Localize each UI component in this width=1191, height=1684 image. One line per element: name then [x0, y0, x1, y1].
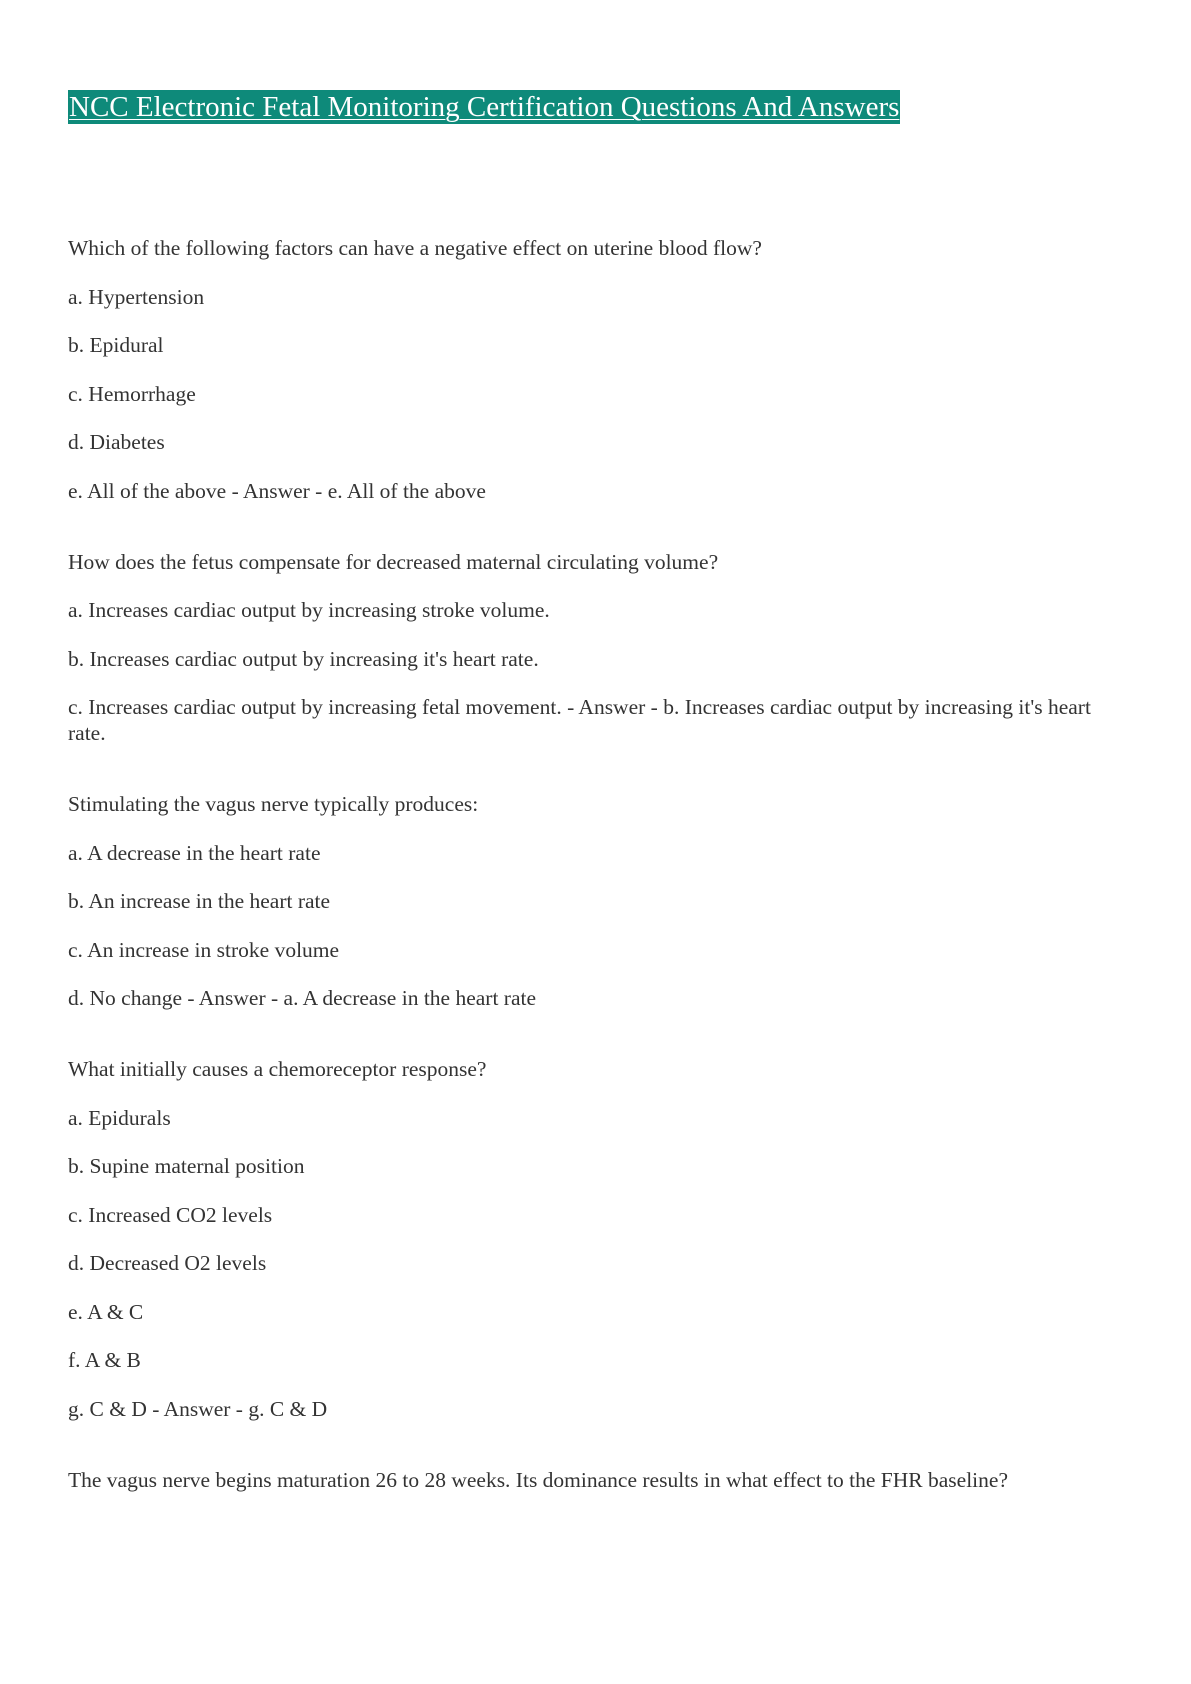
answer-option: b. Increases cardiac output by increasing it's heart rate. [68, 646, 539, 671]
answer-option: c. An increase in stroke volume [68, 937, 340, 962]
answer-option: d. Decreased O2 levels [68, 1251, 267, 1275]
title-container [68, 90, 900, 124]
answer-option: b. An increase in the heart rate [68, 889, 331, 913]
answer-option: b. Supine maternal position [68, 1154, 305, 1178]
question-text: How does the fetus compensate for decreased maternal circulating volume? [68, 549, 719, 574]
answer-option: f. A & B [68, 1348, 141, 1372]
question-block [68, 791, 1128, 1011]
answer-option: c. Increased CO2 levels [68, 1202, 273, 1227]
answer-option: c. Hemorrhage [68, 381, 196, 406]
question-list [68, 235, 1128, 1493]
document-title: NCC Electronic Fetal Monitoring Certification Questions And Answers [69, 91, 900, 123]
question-block [68, 1467, 1128, 1493]
answer-option: a. A decrease in the heart rate [68, 840, 321, 865]
answer-option: d. Diabetes [68, 430, 165, 454]
question-text: Which of the following factors can have a negative effect on uterine blood flow? [68, 236, 762, 260]
question-text: Stimulating the vagus nerve typically produces: [68, 792, 479, 816]
answer-option: e. A & C [68, 1299, 144, 1324]
answer-option: d. No change - Answer - a. A decrease in the heart rate [68, 986, 537, 1010]
answer-option: g. C & D - Answer - g. C & D [68, 1396, 328, 1421]
question-text: What initially causes a chemoreceptor response? [68, 1057, 487, 1081]
answer-option: a. Hypertension [68, 284, 205, 309]
answer-option: e. All of the above - Answer - e. All of the above [68, 478, 486, 503]
answer-option: a. Epidurals [68, 1105, 171, 1130]
question-block [68, 1056, 1128, 1422]
question-text: The vagus nerve begins maturation 26 to 28 weeks. Its dominance results in what effect to the FHR baseline? [68, 1467, 1008, 1492]
question-block [68, 549, 1128, 747]
answer-option: b. Epidural [68, 333, 164, 357]
answer-option: c. Increases cardiac output by increasing fetal movement. - Answer - b. Increases cardiac output by increasing it's heart rate. [68, 695, 1091, 745]
answer-option: a. Increases cardiac output by increasing stroke volume. [68, 598, 550, 622]
question-block [68, 235, 1128, 504]
